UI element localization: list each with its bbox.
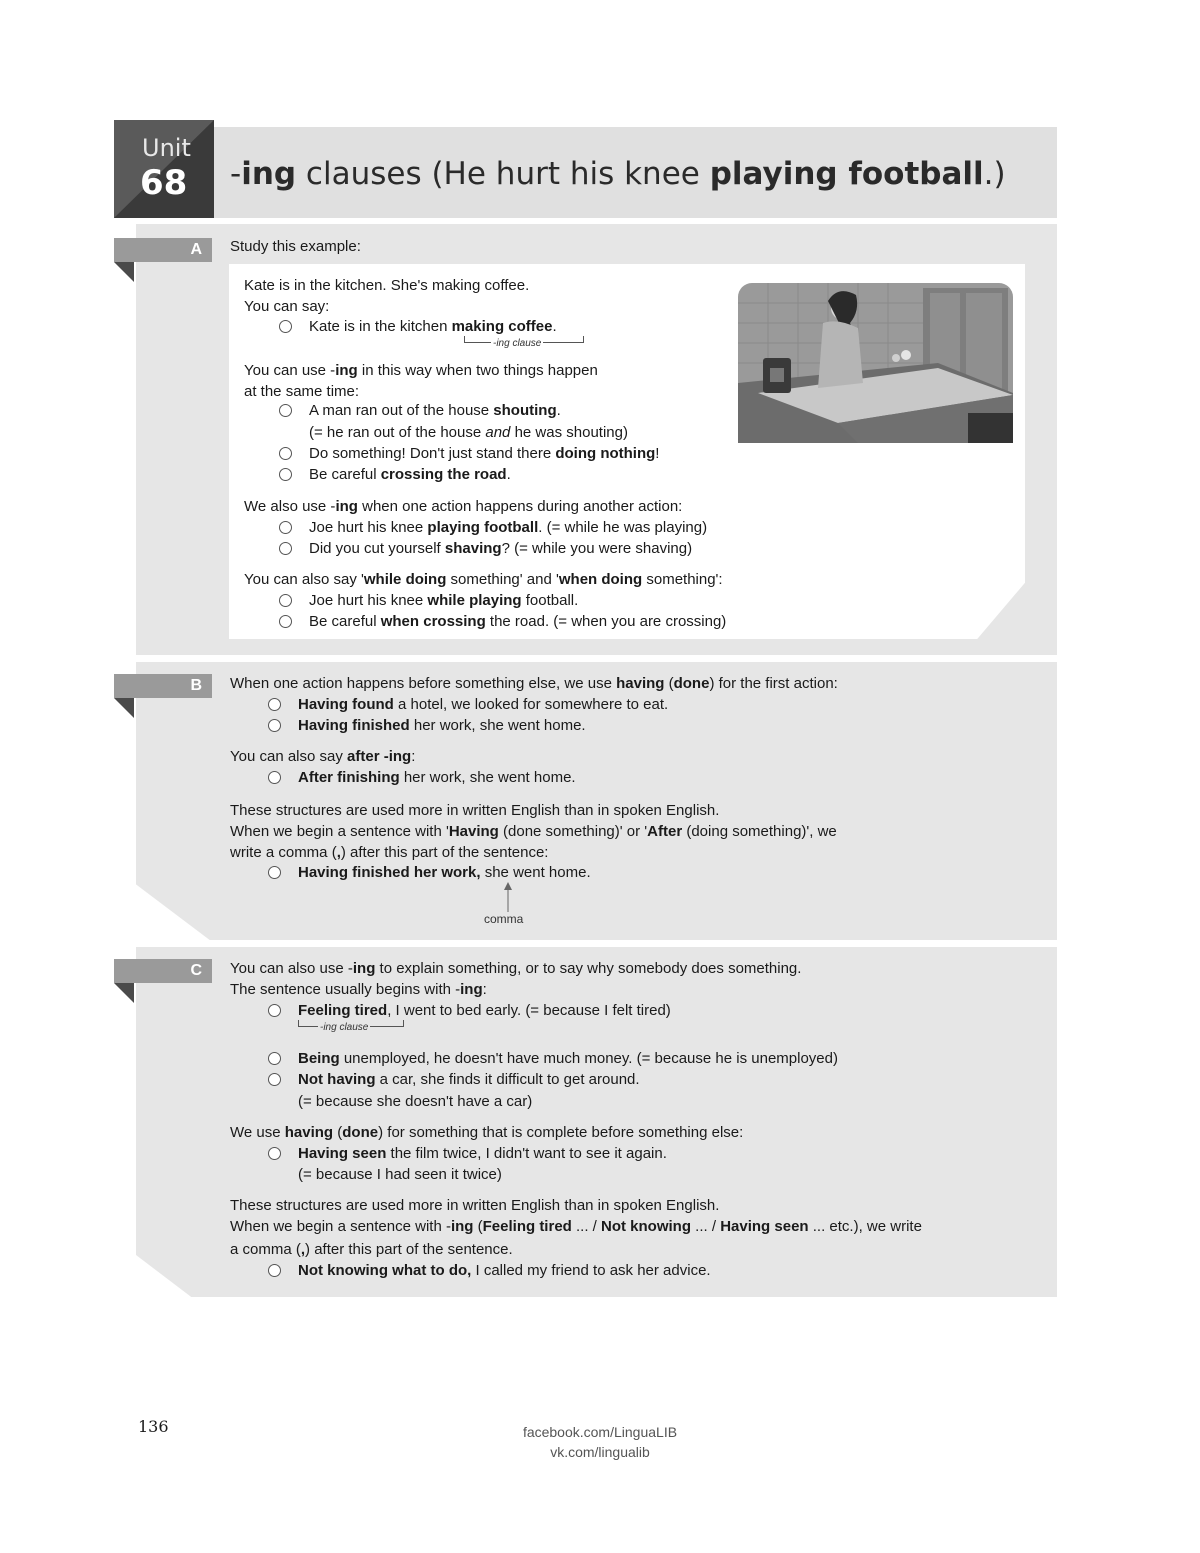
- example-sentence: A man ran out of the house shouting.: [309, 402, 561, 419]
- clause-note: -ing clause: [320, 1022, 369, 1033]
- example-bullet: [268, 866, 281, 879]
- arrow-up-icon: [502, 882, 514, 912]
- example-bullet: [279, 594, 292, 607]
- section-b-tab: B: [114, 674, 212, 718]
- unit-number: 68: [140, 163, 188, 203]
- example-note: (= because I had seen it twice): [298, 1166, 502, 1183]
- text-line: When we begin a sentence with 'Having (done something)' or 'After (doing something)', we: [230, 823, 837, 840]
- example-bullet: [279, 542, 292, 555]
- example-bullet: [279, 320, 292, 333]
- example-bullet: [268, 698, 281, 711]
- example-sentence: Did you cut yourself shaving? (= while you were shaving): [309, 540, 693, 557]
- text-line: We use having (done) for something that is complete before something else:: [230, 1124, 744, 1141]
- clause-note: -ing clause: [493, 338, 542, 349]
- section-c-tab: C: [114, 959, 212, 1003]
- credit-vk: vk.com/lingualib: [550, 1444, 650, 1460]
- example-bullet: [279, 521, 292, 534]
- example-sentence: Having finished her work, she went home.: [298, 864, 591, 881]
- text-line: The sentence usually begins with -ing:: [230, 981, 487, 998]
- section-a-tab: A: [114, 238, 212, 282]
- credit-facebook: facebook.com/LinguaLIB: [522, 1424, 678, 1440]
- page-title: -ing clauses (He hurt his knee playing football.): [230, 156, 1006, 192]
- section-a-intro: Study this example:: [230, 238, 361, 255]
- example-sentence: Having found a hotel, we looked for somewhere to eat.: [298, 696, 669, 713]
- example-bullet: [279, 615, 292, 628]
- example-sentence: Do something! Don't just stand there doing nothing!: [309, 445, 660, 462]
- text-line: You can also say 'while doing something' and 'when doing something':: [244, 571, 723, 588]
- example-sentence: Be careful crossing the road.: [309, 466, 511, 483]
- example-sentence: Having seen the film twice, I didn't want to see it again.: [298, 1145, 667, 1162]
- text-line: Kate is in the kitchen. She's making coffee.: [244, 277, 530, 294]
- example-sentence: Kate is in the kitchen making coffee.: [309, 318, 557, 335]
- example-bullet: [268, 1004, 281, 1017]
- comma-note: comma: [484, 912, 524, 926]
- example-bullet: [279, 447, 292, 460]
- text-line: a comma (,) after this part of the sentence.: [230, 1241, 513, 1258]
- example-sentence: Joe hurt his knee playing football. (= while he was playing): [309, 519, 708, 536]
- text-line: You can also say after -ing:: [230, 748, 416, 765]
- example-bullet: [268, 771, 281, 784]
- example-sentence: Not knowing what to do, I called my friend to ask her advice.: [298, 1262, 711, 1279]
- text-line: When we begin a sentence with -ing (Feeling tired ... / Not knowing ... / Having seen ... etc.), we write: [230, 1218, 922, 1235]
- text-line: These structures are used more in written English than in spoken English.: [230, 1197, 720, 1214]
- example-sentence: Joe hurt his knee while playing football.: [309, 592, 579, 609]
- text-line: at the same time:: [244, 383, 360, 400]
- text-line: These structures are used more in written English than in spoken English.: [230, 802, 720, 819]
- example-bullet: [268, 719, 281, 732]
- example-bullet: [268, 1052, 281, 1065]
- example-sentence: Having finished her work, she went home.: [298, 717, 586, 734]
- text-line: write a comma (,) after this part of the sentence:: [230, 844, 549, 861]
- example-sentence: Being unemployed, he doesn't have much money. (= because he is unemployed): [298, 1050, 838, 1067]
- example-sentence: Feeling tired, I went to bed early. (= because I felt tired): [298, 1002, 671, 1019]
- example-sentence: Not having a car, she finds it difficult to get around.: [298, 1071, 640, 1088]
- example-bullet: [268, 1147, 281, 1160]
- unit-word: Unit: [142, 134, 191, 162]
- text-line: You can use -ing in this way when two things happen: [244, 362, 598, 379]
- kitchen-illustration: [738, 283, 1013, 443]
- example-sentence: Be careful when crossing the road. (= when you are crossing): [309, 613, 727, 630]
- example-note: (= because she doesn't have a car): [298, 1093, 533, 1110]
- example-note: (= he ran out of the house and he was shouting): [309, 424, 628, 441]
- example-bullet: [279, 468, 292, 481]
- example-bullet: [279, 404, 292, 417]
- text-line: When one action happens before something else, we use having (done) for the first action:: [230, 675, 838, 692]
- text-line: You can say:: [244, 298, 330, 315]
- example-sentence: After finishing her work, she went home.: [298, 769, 576, 786]
- example-bullet: [268, 1073, 281, 1086]
- text-line: You can also use -ing to explain something, or to say why somebody does something.: [230, 960, 802, 977]
- example-bullet: [268, 1264, 281, 1277]
- text-line: We also use -ing when one action happens during another action:: [244, 498, 683, 515]
- page-number: 136: [138, 1417, 169, 1436]
